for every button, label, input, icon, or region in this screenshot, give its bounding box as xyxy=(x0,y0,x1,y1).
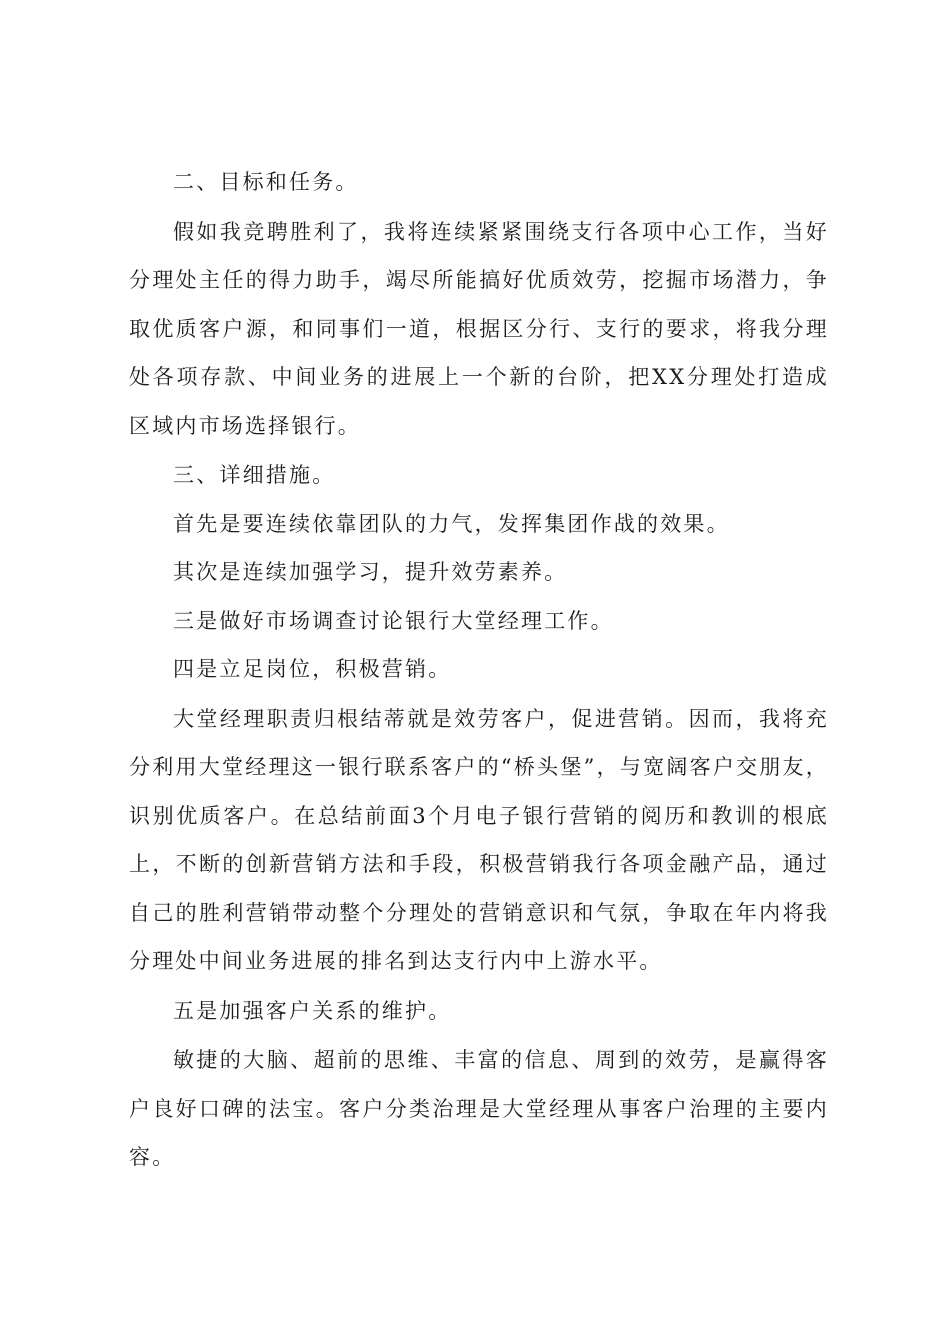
paragraph-marketing: 大堂经理职责归根结蒂就是效劳客户，促进营销。因而，我将充分利用大堂经理这一银行联系客户的“桥头堡”，与宽阔客户交朋友，识别优质客户。在总结前面3个月电子银行营销的阅历和教训的根底上，不断的创新营销方法和手段，积极营销我行各项金融产品，通过自己的胜利营销带动整个分理处的营销意识和气氛，争取在年内将我分理处中间业务进展的排名到达支行内中上游水平。 xyxy=(129,706,829,973)
paragraph-goals: 假如我竞聘胜利了，我将连续紧紧围绕支行各项中心工作，当好分理处主任的得力助手，竭尽所能搞好优质效劳，挖掘市场潜力，争取优质客户源，和同事们一道，根据区分行、支行的要求，将我分理处各项存款、中间业务的进展上一个新的台阶，把XX分理处打造成区域内市场选择银行。 xyxy=(129,219,829,438)
section-heading-measures: 三、详细措施。 xyxy=(173,463,336,487)
measure-item-3: 三是做好市场调查讨论银行大堂经理工作。 xyxy=(173,608,614,633)
paragraph-client-relations: 敏捷的大脑、超前的思维、丰富的信息、周到的效劳，是赢得客户良好口碑的法宝。客户分类治理是大堂经理从事客户治理的主要内容。 xyxy=(129,1048,829,1169)
measure-item-2: 其次是连续加强学习，提升效劳素养。 xyxy=(173,560,568,584)
measure-item-1: 首先是要连续依靠团队的力气，发挥集团作战的效果。 xyxy=(173,511,730,536)
measure-item-5: 五是加强客户关系的维护。 xyxy=(173,998,452,1023)
section-heading-goals: 二、目标和任务。 xyxy=(173,170,359,194)
document-body xyxy=(129,158,829,1182)
measure-item-4: 四是立足岗位，积极营销。 xyxy=(173,657,452,681)
